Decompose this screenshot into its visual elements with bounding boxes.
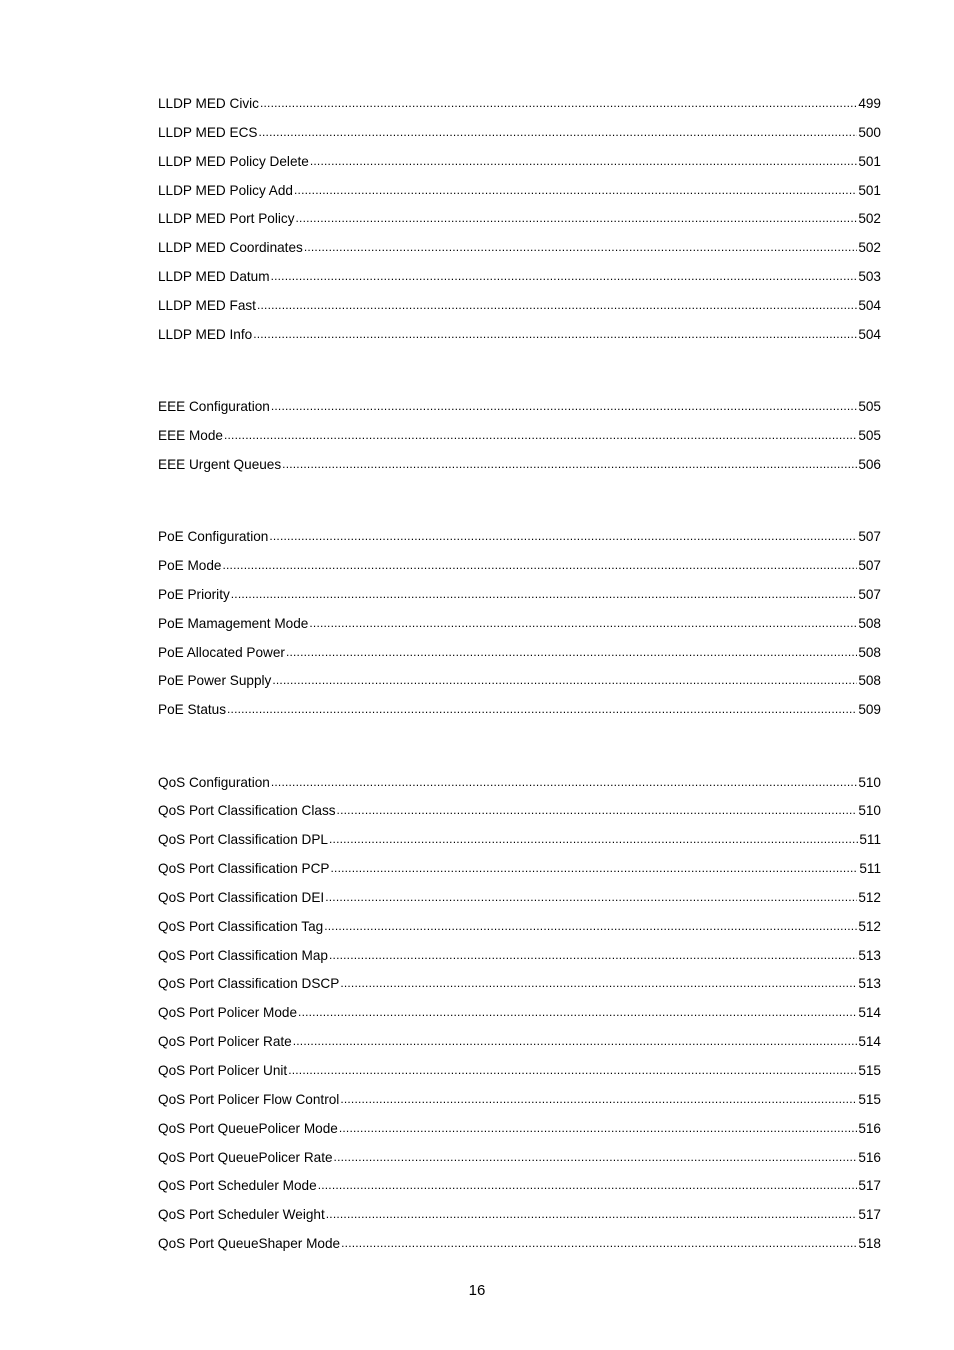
toc-entry-page: 518 bbox=[858, 1236, 881, 1252]
toc-dot-leader bbox=[271, 396, 857, 416]
toc-entry-page: 499 bbox=[858, 96, 881, 111]
toc-dot-leader bbox=[271, 772, 857, 792]
toc-dot-leader bbox=[325, 887, 857, 907]
toc-entry[interactable] bbox=[158, 325, 881, 354]
toc-entry-title: LLDP MED Policy Delete bbox=[158, 153, 309, 169]
toc-entry-page: 501 bbox=[858, 153, 881, 169]
toc-entry-title: EEE Mode bbox=[158, 427, 223, 443]
toc-dot-leader bbox=[269, 526, 857, 546]
toc-entry-page: 507 bbox=[858, 529, 881, 545]
toc-dot-leader bbox=[282, 454, 857, 474]
toc-entry-title: QoS Port Classification Class bbox=[158, 803, 336, 819]
page-number: 16 bbox=[468, 1282, 486, 1299]
toc-entry[interactable] bbox=[158, 585, 881, 614]
toc-dot-leader bbox=[257, 295, 857, 315]
toc-dot-leader bbox=[324, 916, 857, 936]
toc-entry-page: 511 bbox=[859, 861, 881, 877]
toc-entry[interactable] bbox=[158, 946, 881, 975]
toc-entry-title: QoS Configuration bbox=[158, 774, 270, 790]
toc-entry-title: PoE Allocated Power bbox=[158, 644, 285, 660]
toc-dot-leader bbox=[231, 584, 858, 604]
toc-dot-leader bbox=[271, 266, 858, 286]
toc-dot-leader bbox=[309, 613, 857, 633]
toc-entry-page: 513 bbox=[858, 947, 881, 963]
toc-entry-title: LLDP MED Fast bbox=[158, 297, 256, 313]
toc-entry-page: 510 bbox=[858, 803, 881, 819]
toc-entry-page: 508 bbox=[858, 673, 881, 689]
toc-entry-page: 517 bbox=[858, 1178, 881, 1194]
toc-entry-page: 501 bbox=[858, 182, 881, 198]
toc-entry-title: PoE Priority bbox=[158, 586, 230, 602]
toc-entry[interactable] bbox=[158, 830, 881, 859]
toc-entry-title: QoS Port QueueShaper Mode bbox=[158, 1236, 341, 1252]
toc-entry[interactable] bbox=[158, 974, 881, 1003]
toc-dot-leader bbox=[253, 324, 857, 344]
toc-entry-title: QoS Port Classification Map bbox=[158, 947, 328, 963]
toc-dot-leader bbox=[258, 122, 857, 142]
toc-entry-page: 506 bbox=[858, 456, 881, 472]
table-of-contents bbox=[158, 94, 881, 1263]
toc-entry-page: 516 bbox=[858, 1120, 881, 1136]
toc-entry[interactable] bbox=[158, 556, 881, 585]
toc-entry-title: QoS Port Classification Tag bbox=[158, 918, 324, 934]
toc-entry-page: 513 bbox=[858, 976, 881, 992]
toc-dot-leader bbox=[310, 151, 857, 171]
toc-section bbox=[158, 397, 881, 484]
toc-entry-title: LLDP MED Info bbox=[158, 326, 253, 342]
toc-entry-page: 507 bbox=[858, 586, 881, 602]
toc-dot-leader bbox=[260, 93, 857, 113]
toc-entry-title: PoE Mode bbox=[158, 557, 222, 573]
toc-entry-title: QoS Port Policer Flow Control bbox=[158, 1091, 340, 1107]
toc-entry-page: 505 bbox=[858, 399, 881, 415]
toc-entry-page: 517 bbox=[858, 1207, 881, 1223]
toc-entry[interactable] bbox=[158, 455, 881, 484]
toc-entry-page: 512 bbox=[858, 889, 881, 905]
toc-entry-page: 515 bbox=[858, 1062, 881, 1078]
toc-entry[interactable] bbox=[158, 888, 881, 917]
toc-entry-page: 514 bbox=[858, 1005, 881, 1021]
toc-entry-page: 504 bbox=[858, 326, 881, 342]
toc-entry[interactable] bbox=[158, 1176, 881, 1205]
toc-entry[interactable] bbox=[158, 181, 881, 210]
toc-entry-title: LLDP MED Coordinates bbox=[158, 240, 303, 256]
toc-entry-page: 511 bbox=[859, 832, 881, 848]
toc-dot-leader bbox=[337, 800, 858, 820]
toc-entry-title: QoS Port Classification PCP bbox=[158, 861, 330, 877]
toc-dot-leader bbox=[272, 670, 857, 690]
toc-entry[interactable] bbox=[158, 643, 881, 672]
toc-dot-leader bbox=[222, 555, 857, 575]
toc-entry-title: PoE Power Supply bbox=[158, 673, 272, 689]
toc-dot-leader bbox=[318, 1175, 858, 1195]
toc-entry[interactable] bbox=[158, 397, 881, 426]
toc-section bbox=[158, 94, 881, 354]
toc-entry[interactable] bbox=[158, 527, 881, 556]
toc-entry[interactable] bbox=[158, 671, 881, 700]
toc-entry-title: PoE Configuration bbox=[158, 529, 269, 545]
toc-entry[interactable] bbox=[158, 209, 881, 238]
toc-entry[interactable] bbox=[158, 123, 881, 152]
toc-entry-title: LLDP MED ECS bbox=[158, 124, 258, 140]
toc-entry-page: 508 bbox=[858, 644, 881, 660]
toc-entry-title: QoS Port QueuePolicer Rate bbox=[158, 1149, 333, 1165]
toc-entry[interactable] bbox=[158, 238, 881, 267]
toc-entry-title: QoS Port Policer Rate bbox=[158, 1034, 292, 1050]
toc-dot-leader bbox=[224, 425, 857, 445]
toc-entry-title: QoS Port Policer Mode bbox=[158, 1005, 298, 1021]
toc-entry[interactable] bbox=[158, 917, 881, 946]
toc-entry[interactable] bbox=[158, 773, 881, 802]
toc-entry[interactable] bbox=[158, 426, 881, 455]
toc-dot-leader bbox=[326, 1204, 858, 1224]
toc-dot-leader bbox=[294, 180, 857, 200]
toc-entry-title: QoS Port Scheduler Mode bbox=[158, 1178, 317, 1194]
toc-dot-leader bbox=[227, 699, 857, 719]
toc-entry[interactable] bbox=[158, 1032, 881, 1061]
toc-entry[interactable] bbox=[158, 1205, 881, 1234]
toc-entry-page: 503 bbox=[858, 269, 881, 285]
toc-entry[interactable] bbox=[158, 152, 881, 181]
toc-dot-leader bbox=[286, 642, 857, 662]
toc-entry-title: LLDP MED Civic bbox=[158, 96, 259, 111]
toc-entry[interactable] bbox=[158, 1148, 881, 1177]
toc-entry-title: QoS Port Scheduler Weight bbox=[158, 1207, 325, 1223]
toc-dot-leader bbox=[331, 858, 859, 878]
toc-dot-leader bbox=[298, 1002, 857, 1022]
toc-dot-leader bbox=[334, 1147, 858, 1167]
toc-entry-page: 504 bbox=[858, 297, 881, 313]
toc-entry[interactable] bbox=[158, 1119, 881, 1148]
toc-dot-leader bbox=[340, 1089, 857, 1109]
toc-entry[interactable] bbox=[158, 1234, 881, 1263]
toc-entry-title: LLDP MED Port Policy bbox=[158, 211, 295, 227]
toc-entry[interactable] bbox=[158, 94, 881, 123]
toc-dot-leader bbox=[339, 1118, 857, 1138]
toc-entry-title: LLDP MED Datum bbox=[158, 269, 270, 285]
toc-section bbox=[158, 527, 881, 729]
toc-entry-page: 505 bbox=[858, 427, 881, 443]
toc-entry-page: 510 bbox=[858, 774, 881, 790]
toc-entry[interactable] bbox=[158, 700, 881, 729]
toc-entry[interactable] bbox=[158, 296, 881, 325]
toc-entry-page: 508 bbox=[858, 615, 881, 631]
toc-dot-leader bbox=[288, 1060, 857, 1080]
toc-entry-title: QoS Port Classification DPL bbox=[158, 832, 328, 848]
toc-entry-page: 514 bbox=[858, 1034, 881, 1050]
toc-entry-title: EEE Configuration bbox=[158, 399, 270, 415]
toc-entry[interactable] bbox=[158, 859, 881, 888]
toc-entry[interactable] bbox=[158, 614, 881, 643]
toc-entry-page: 516 bbox=[858, 1149, 881, 1165]
toc-dot-leader bbox=[293, 1031, 858, 1051]
toc-entry-title: LLDP MED Policy Add bbox=[158, 182, 293, 198]
toc-entry[interactable] bbox=[158, 267, 881, 296]
toc-entry[interactable] bbox=[158, 801, 881, 830]
toc-entry-page: 502 bbox=[858, 240, 881, 256]
toc-dot-leader bbox=[329, 945, 857, 965]
toc-entry-page: 512 bbox=[858, 918, 881, 934]
toc-entry-title: QoS Port Policer Unit bbox=[158, 1062, 288, 1078]
toc-entry-title: PoE Mamagement Mode bbox=[158, 615, 309, 631]
toc-entry-page: 509 bbox=[858, 702, 881, 718]
toc-dot-leader bbox=[296, 208, 858, 228]
toc-dot-leader bbox=[340, 973, 857, 993]
toc-entry-page: 507 bbox=[858, 557, 881, 573]
toc-dot-leader bbox=[329, 829, 858, 849]
toc-entry-title: QoS Port Classification DEI bbox=[158, 889, 325, 905]
toc-entry[interactable] bbox=[158, 1003, 881, 1032]
toc-entry-page: 500 bbox=[858, 124, 881, 140]
toc-entry-page: 502 bbox=[858, 211, 881, 227]
toc-dot-leader bbox=[304, 237, 857, 257]
toc-section bbox=[158, 773, 881, 1263]
toc-entry-title: QoS Port QueuePolicer Mode bbox=[158, 1120, 338, 1136]
toc-entry-title: QoS Port Classification DSCP bbox=[158, 976, 340, 992]
toc-entry[interactable] bbox=[158, 1090, 881, 1119]
toc-entry[interactable] bbox=[158, 1061, 881, 1090]
toc-dot-leader bbox=[341, 1233, 857, 1253]
toc-entry-title: PoE Status bbox=[158, 702, 227, 718]
toc-entry-title: EEE Urgent Queues bbox=[158, 456, 282, 472]
toc-entry-page: 515 bbox=[858, 1091, 881, 1107]
